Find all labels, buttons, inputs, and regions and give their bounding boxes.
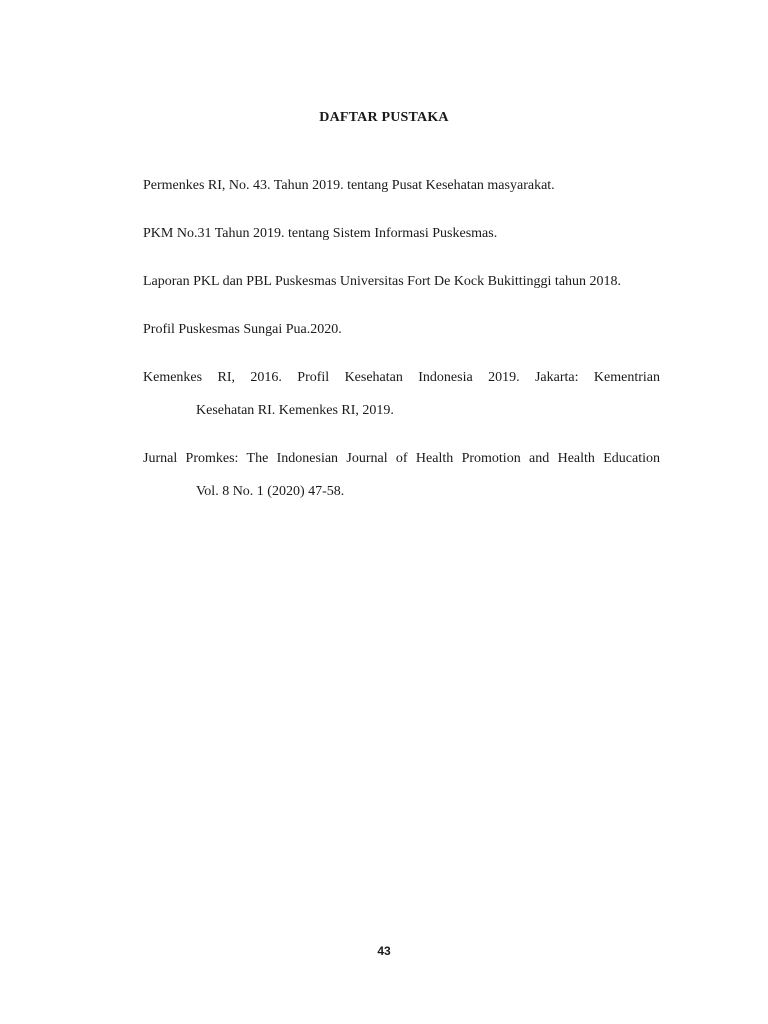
reference-item (143, 450, 660, 500)
reference-item (143, 369, 660, 419)
reference-item (143, 177, 660, 194)
reference-item (143, 273, 660, 290)
reference-text: Laporan PKL dan PBL Puskesmas Universitas Fort De Kock Bukittinggi tahun 2018. (143, 274, 622, 289)
reference-item (143, 321, 660, 338)
reference-list (143, 177, 660, 531)
reference-text: Kemenkes RI, 2016. Profil Kesehatan Indonesia 2019. Jakarta: Kementrian (143, 370, 660, 385)
reference-text-continuation: Vol. 8 No. 1 (2020) 47-58. (196, 484, 345, 499)
reference-text-continuation: Kesehatan RI. Kemenkes RI, 2019. (196, 403, 394, 418)
reference-text: Jurnal Promkes: The Indonesian Journal of Health Promotion and Health Education (143, 451, 660, 466)
reference-text: Permenkes RI, No. 43. Tahun 2019. tentang Pusat Kesehatan masyarakat. (143, 178, 555, 193)
page-number: 43 (377, 944, 391, 958)
reference-item (143, 225, 660, 242)
reference-text: Profil Puskesmas Sungai Pua.2020. (143, 322, 342, 337)
reference-text: PKM No.31 Tahun 2019. tentang Sistem Informasi Puskesmas. (143, 226, 498, 241)
page-title: DAFTAR PUSTAKA (319, 110, 449, 125)
